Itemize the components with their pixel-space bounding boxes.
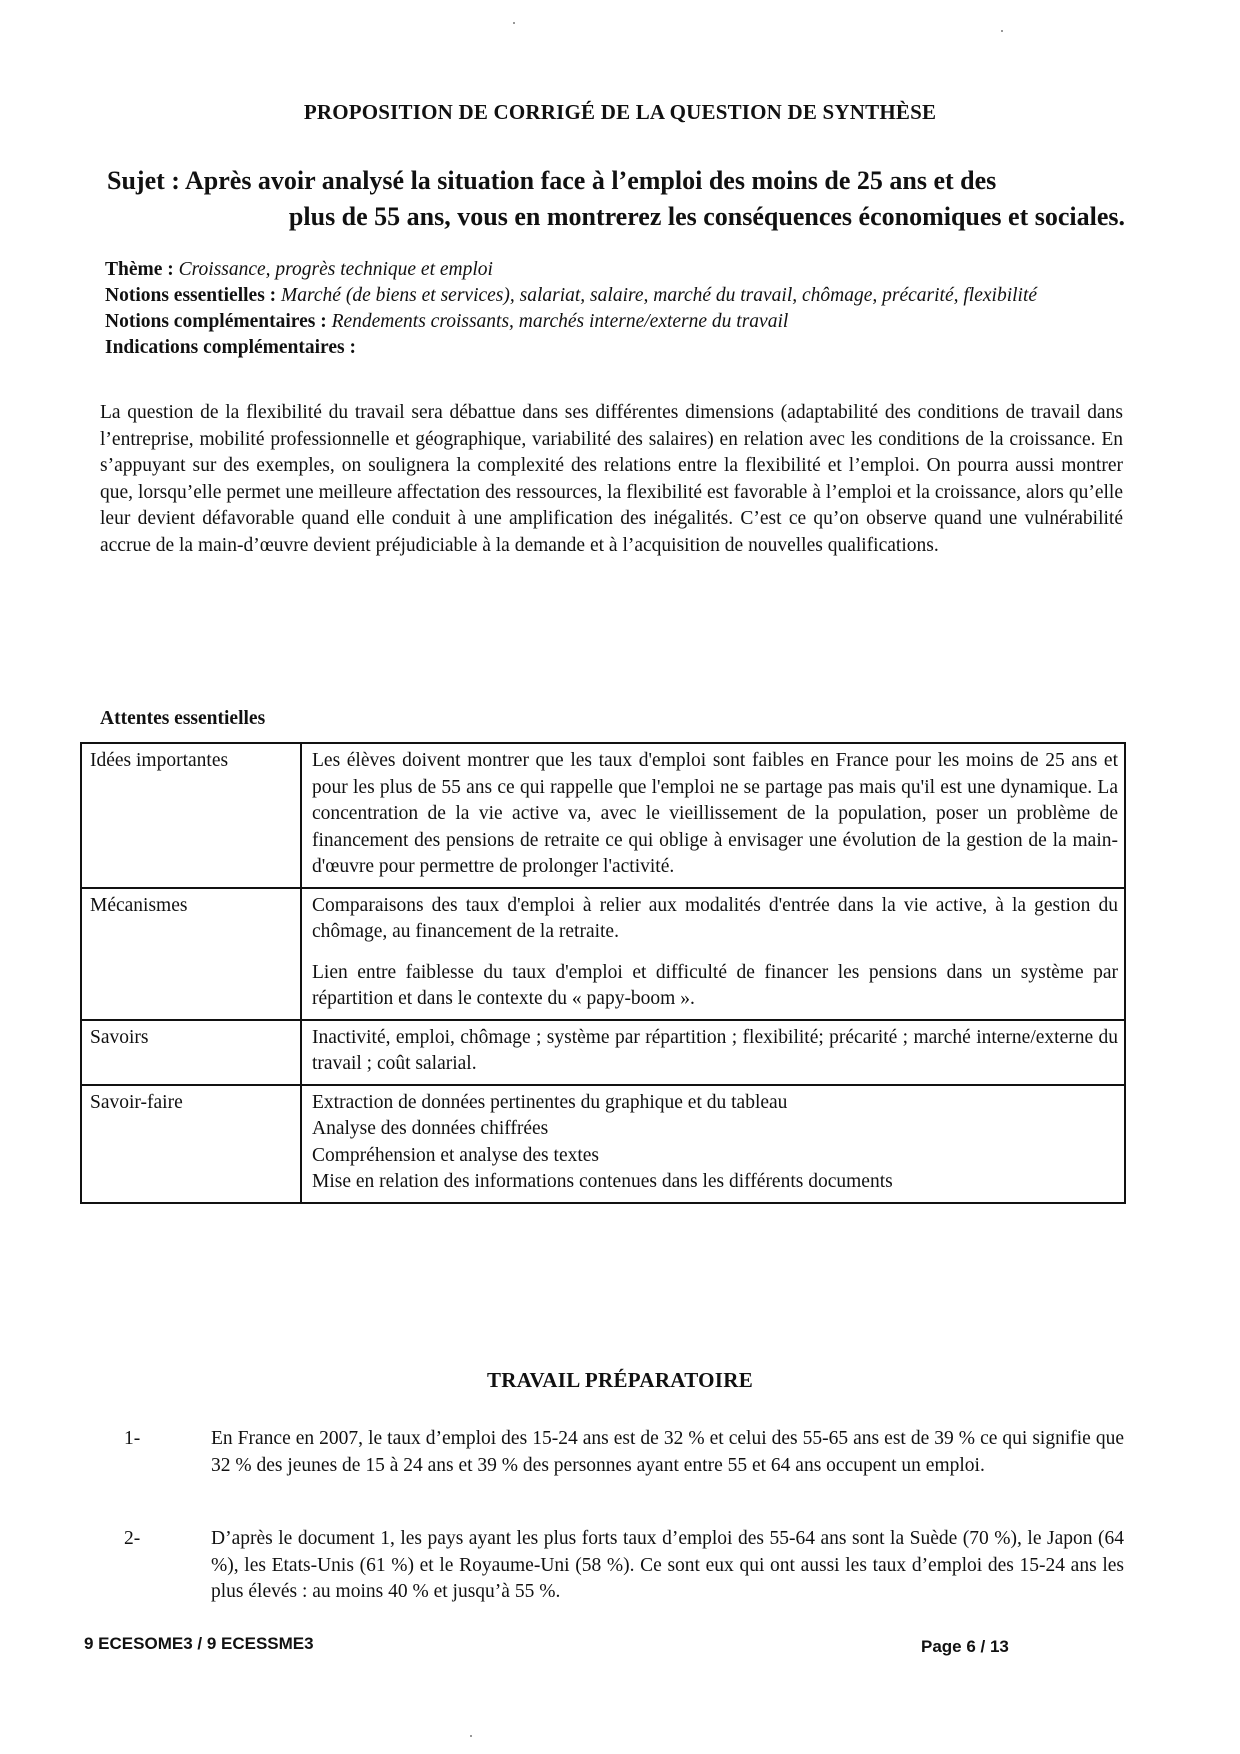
item-number: 2- [124, 1528, 141, 1549]
scan-speck [513, 22, 515, 24]
row-value [301, 1020, 1125, 1085]
row-paragraph: Inactivité, emploi, chômage ; système par répartition ; flexibilité; précarité ; marché interne/externe du travail ; coût salarial. [312, 1026, 1118, 1074]
attentes-heading: Attentes essentielles [100, 708, 266, 729]
footer-page-number: Page 6 / 13 [921, 1637, 1009, 1656]
row-paragraph: Les élèves doivent montrer que les taux d'emploi sont faibles en France pour les moins de 25 ans et pour les plus de 55 ans ce qui rappelle que l'emploi ne se partage pas mais qu'il est une dynamique. La concentration de la vie active va, avec le vieillissement de la population, poser un problème de financement des pensions de retraite ce qui oblige à envisager une évolution de la gestion de la main-d'œuvre pour permettre de prolonger l'activité. [312, 750, 1118, 877]
row-line: Mise en relation des informations contenues dans les différents documents [312, 1171, 893, 1192]
table-row [81, 888, 1125, 1020]
row-key: Savoirs [81, 1020, 301, 1085]
theme-line [105, 257, 1123, 283]
theme-label: Thème : [105, 259, 179, 280]
subject-line-1: Sujet : Après avoir analysé la situation face à l’emploi des moins de 25 ans et des [107, 166, 997, 195]
row-line: Analyse des données chiffrées [312, 1118, 549, 1139]
subject-line-2: plus de 55 ans, vous en montrerez les conséquences économiques et sociales. [288, 202, 1125, 231]
scan-speck [1001, 30, 1003, 32]
theme-value: Croissance, progrès technique et emploi [178, 259, 493, 280]
item-text: D’après le document 1, les pays ayant les plus forts taux d’emploi des 55-64 ans sont la Suède (70 %), le Japon (64 %), les Etats-Unis (61 %) et le Royaume-Uni (58 %). Ce sont eux qui ont aussi les taux d’emploi des 15-24 ans les plus élevés : au moins 40 % et jusqu’à 55 %. [211, 1528, 1124, 1602]
notions-essentielles-value: Marché (de biens et services), salariat, salaire, marché du travail, chômage, précarité, flexibilité [281, 285, 1038, 306]
list-item [124, 1426, 1124, 1479]
theme-block [105, 257, 1123, 361]
row-paragraph: Lien entre faiblesse du taux d'emploi et difficulté de financer les pensions dans un système par répartition et dans le contexte du « papy-boom ». [312, 961, 1118, 1009]
row-key: Idées importantes [81, 743, 301, 888]
row-line: Extraction de données pertinentes du graphique et du tableau [312, 1091, 788, 1113]
notions-essentielles-label: Notions essentielles : [105, 285, 282, 306]
table-row [81, 743, 1125, 888]
item-text: En France en 2007, le taux d’emploi des 15-24 ans est de 32 % et celui des 55-65 ans est de 39 % ce qui signifie que 32 % des jeunes de 15 à 24 ans et 39 % des personnes ayant entre 55 et 64 ans occupent un emploi. [211, 1428, 1124, 1476]
notions-complementaires-label: Notions complémentaires : [105, 311, 332, 332]
attentes-table [80, 742, 1126, 1204]
row-line: Compréhension et analyse des textes [312, 1144, 600, 1166]
indications-text: La question de la flexibilité du travail sera débattue dans ses différentes dimensions (adaptabilité des conditions de travail dans l’entreprise, mobilité professionnelle et géographique, variabilité des salaires) en relation avec les conditions de la croissance. En s’appuyant sur des exemples, on soulignera la complexité des relations entre la flexibilité et l’emploi. On pourra aussi montrer que, lorsqu’elle permet une meilleure affectation des ressources, la flexibilité est favorable à l’emploi et la croissance, alors qu’elle leur devient défavorable quand elle conduit à une amplification des inégalités. C’est ce qu’on observe quand une vulnérabilité accrue de la main-d’œuvre devient préjudiciable à la demande et à l’acquisition de nouvelles qualifications. [100, 402, 1123, 556]
row-value [301, 888, 1125, 1020]
footer-code: 9 ECESOME3 / 9 ECESSME3 [84, 1634, 314, 1653]
row-value [301, 743, 1125, 888]
notions-complementaires-line [105, 309, 1123, 335]
travail-heading: TRAVAIL PRÉPARATOIRE [486, 1368, 754, 1392]
subject [107, 163, 1127, 235]
notions-complementaires-value: Rendements croissants, marchés interne/externe du travail [331, 311, 789, 332]
table-row [81, 1020, 1125, 1085]
list-item [124, 1526, 1124, 1606]
table-row [81, 1085, 1125, 1203]
notions-essentielles-line [105, 283, 1123, 309]
row-key: Savoir-faire [81, 1085, 301, 1203]
item-number: 1- [124, 1428, 141, 1449]
row-value [301, 1085, 1125, 1203]
row-paragraph: Comparaisons des taux d'emploi à relier aux modalités d'entrée dans la vie active, à la gestion du chômage, au financement de la retraite. [312, 894, 1118, 942]
page-title: PROPOSITION DE CORRIGÉ DE LA QUESTION DE SYNTHÈSE [303, 100, 937, 124]
scan-speck [470, 1735, 472, 1737]
indications-label: Indications complémentaires : [105, 337, 356, 358]
row-key: Mécanismes [81, 888, 301, 1020]
